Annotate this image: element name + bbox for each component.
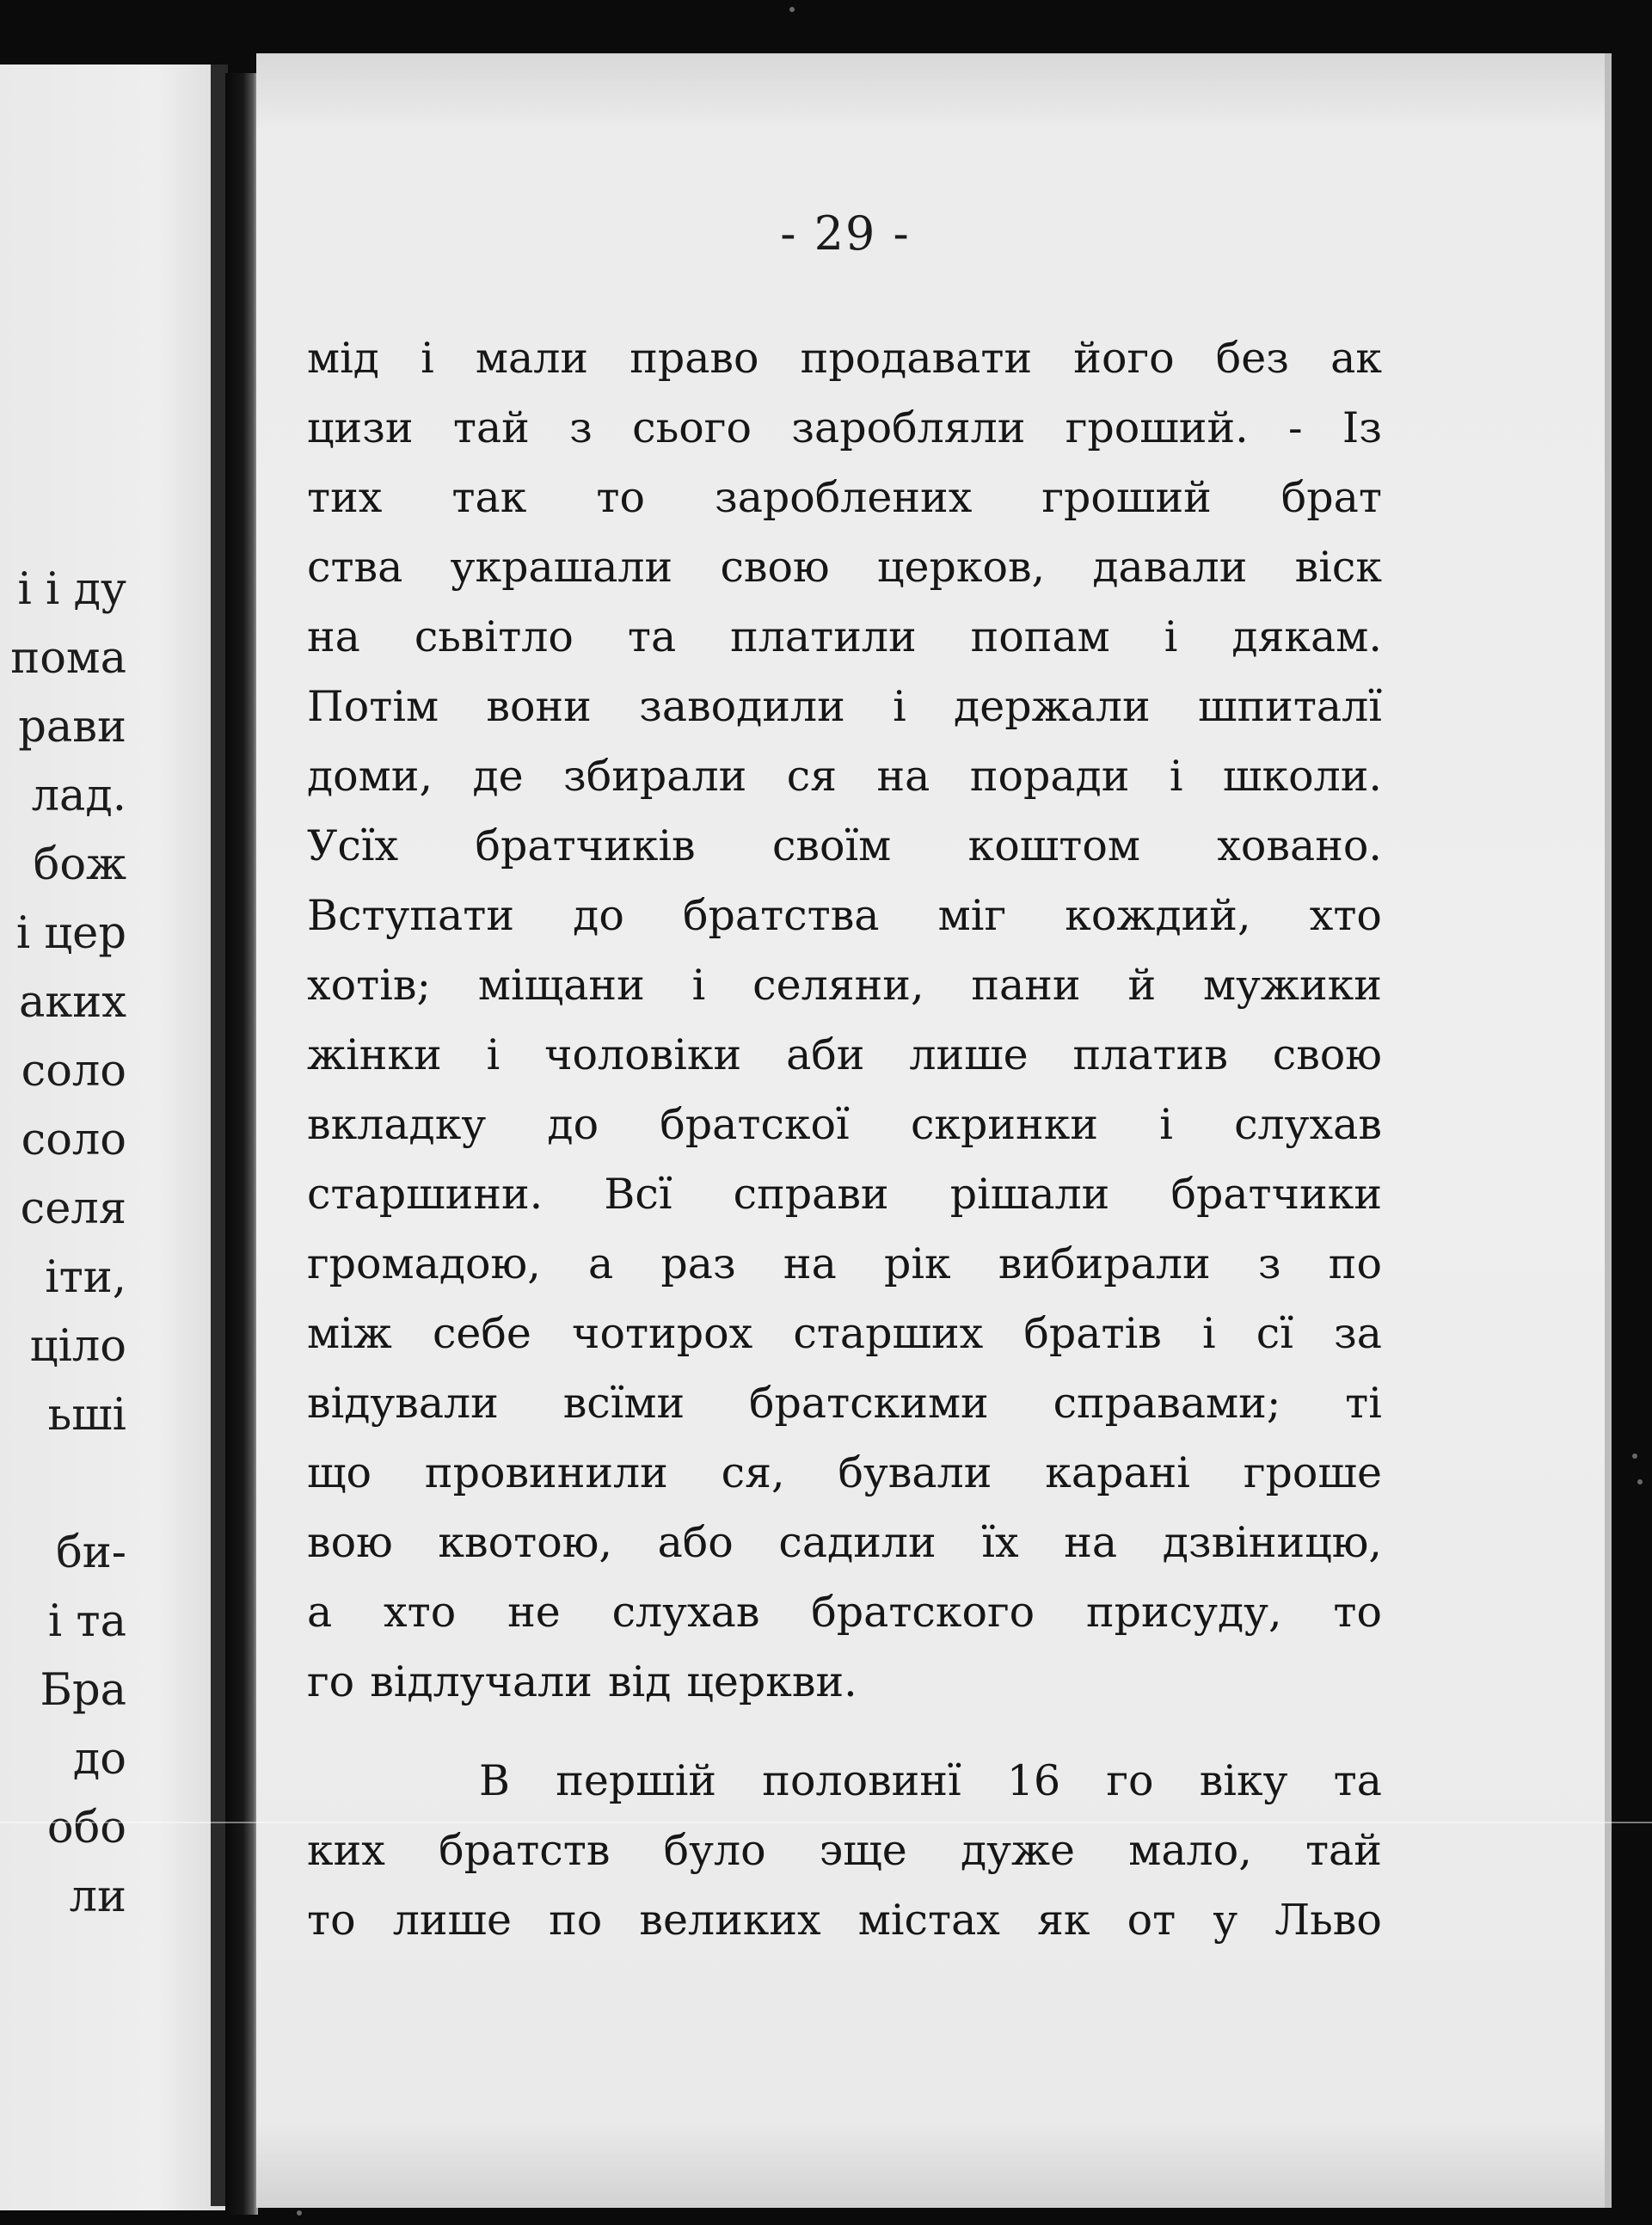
word: карані	[1045, 1448, 1190, 1497]
word: хто	[384, 1588, 457, 1637]
word: пани	[971, 961, 1081, 1010]
word: кождий,	[1065, 891, 1251, 940]
word: ак	[1330, 334, 1382, 383]
paragraph	[307, 1756, 1382, 1965]
word: старших	[793, 1309, 984, 1358]
word: тай	[1305, 1826, 1382, 1875]
word: поради	[969, 752, 1130, 801]
word: справами;	[1053, 1379, 1281, 1428]
word: братчики	[1170, 1170, 1382, 1219]
word: дуже	[960, 1826, 1076, 1875]
text-line	[307, 1030, 1382, 1100]
word: на	[307, 612, 360, 661]
word: жінки	[307, 1030, 442, 1079]
word: братства	[682, 891, 880, 940]
word: їх	[981, 1518, 1019, 1567]
word: давали	[1092, 543, 1248, 592]
word: 16	[1006, 1756, 1061, 1805]
word: скринки	[910, 1100, 1098, 1149]
left-page-fragment: рави	[18, 702, 126, 753]
word: і	[421, 334, 434, 383]
word: Усїх	[307, 821, 399, 870]
word: містах	[857, 1896, 1000, 1945]
word: го	[1106, 1756, 1154, 1805]
word: бували	[838, 1448, 992, 1497]
word: і	[486, 1030, 501, 1079]
left-page-fragment: лад.	[31, 771, 126, 821]
word: то	[1333, 1588, 1382, 1637]
word: -	[1288, 403, 1303, 452]
word: відлучали	[370, 1657, 593, 1706]
word: продавати	[800, 334, 1033, 383]
word: міг	[937, 891, 1007, 940]
word: вони	[486, 682, 592, 731]
left-page-fragment: і цер	[15, 908, 126, 959]
word: на	[876, 752, 930, 801]
text-line	[307, 891, 1382, 961]
word: вою	[307, 1518, 393, 1567]
word: го	[307, 1657, 355, 1706]
word: доми,	[307, 752, 433, 801]
left-page-fragment: соло	[21, 1046, 126, 1097]
word: Із	[1342, 403, 1382, 452]
text-line	[307, 543, 1382, 612]
word: без	[1215, 334, 1289, 383]
word: чоловіки	[544, 1030, 742, 1079]
text-line	[307, 682, 1382, 752]
text-line	[307, 1379, 1382, 1448]
word: а	[587, 1239, 614, 1288]
word: Вступати	[307, 891, 515, 940]
word: заробляли	[791, 403, 1026, 452]
word: братчиків	[475, 821, 696, 870]
word: лише	[909, 1030, 1029, 1079]
scan-speck	[1637, 1479, 1643, 1484]
word: братского	[811, 1588, 1035, 1637]
word: великих	[639, 1896, 821, 1945]
text-line	[307, 403, 1382, 473]
right-page-edge	[1605, 53, 1612, 2208]
word: тих	[307, 473, 383, 522]
word: слухав	[611, 1588, 760, 1637]
word: за	[1334, 1309, 1382, 1358]
word: громадою,	[307, 1239, 541, 1288]
word: эще	[819, 1826, 907, 1875]
left-page-fragment: і та	[47, 1596, 126, 1647]
text-line	[307, 1826, 1382, 1896]
word: платив	[1072, 1030, 1228, 1079]
word: з	[1257, 1239, 1281, 1288]
word: та	[627, 612, 677, 661]
word: ких	[307, 1826, 385, 1875]
text-line	[307, 1170, 1382, 1239]
text-line	[307, 1657, 1382, 1727]
word: коштом	[967, 821, 1140, 870]
word: свою	[720, 543, 830, 592]
left-page-fragment: соло	[21, 1115, 126, 1165]
left-page-fragment: обо	[46, 1803, 126, 1853]
word: вкладку	[307, 1100, 487, 1149]
word: у	[1213, 1896, 1238, 1945]
word: з	[569, 403, 593, 452]
word: старшини.	[307, 1170, 544, 1219]
word: і	[1201, 1309, 1216, 1358]
word: от	[1127, 1896, 1176, 1945]
left-page-fragment: селя	[20, 1183, 126, 1234]
scan-speck	[1632, 1454, 1637, 1459]
text-line	[307, 1896, 1382, 1965]
text-line	[307, 961, 1382, 1030]
word: украшали	[450, 543, 673, 592]
word: і	[691, 961, 706, 1010]
word: зароблених	[714, 473, 973, 522]
word: по	[549, 1896, 603, 1945]
word: свою	[1272, 1030, 1382, 1079]
scan-speck	[789, 7, 795, 12]
word: братств	[439, 1826, 611, 1875]
left-page-fragment: би-	[56, 1527, 126, 1578]
word: та	[1333, 1756, 1382, 1805]
text-line	[307, 1100, 1382, 1170]
word: що	[307, 1448, 372, 1497]
word: так	[451, 473, 527, 522]
text-line	[307, 1309, 1382, 1379]
word: цизи	[307, 403, 414, 452]
page-number: - 29 -	[780, 206, 911, 261]
word: по	[1328, 1239, 1382, 1288]
word: сї	[1256, 1309, 1293, 1358]
word: братів	[1023, 1309, 1162, 1358]
word: або	[657, 1518, 734, 1567]
word: дякам.	[1231, 612, 1382, 661]
word: Потім	[307, 682, 439, 731]
word: Всї	[604, 1170, 672, 1219]
word: лише	[392, 1896, 513, 1945]
word: квотою,	[438, 1518, 612, 1567]
book-binding-shadow	[225, 73, 258, 2215]
word: братскої	[660, 1100, 850, 1149]
word: і	[1169, 752, 1183, 801]
word: як	[1037, 1896, 1090, 1945]
word: брат	[1280, 473, 1382, 522]
word: хотів;	[307, 961, 432, 1010]
text-line	[307, 1518, 1382, 1588]
text-line	[307, 1448, 1382, 1518]
word: між	[307, 1309, 392, 1358]
word: заводили	[639, 682, 845, 731]
word: міщани	[477, 961, 645, 1010]
word: всїми	[562, 1379, 685, 1428]
word: від	[607, 1657, 672, 1706]
word: його	[1073, 334, 1175, 383]
text-line	[307, 752, 1382, 821]
word: садили	[778, 1518, 937, 1567]
word: то	[596, 473, 645, 522]
word: і	[1159, 1100, 1173, 1149]
word: гроший.	[1065, 403, 1249, 452]
word: своїм	[771, 821, 892, 870]
word: справи	[733, 1170, 889, 1219]
word: мужики	[1202, 961, 1382, 1010]
word: себе	[432, 1309, 531, 1358]
word: ті	[1345, 1379, 1382, 1428]
word: на	[1064, 1518, 1118, 1567]
word: відували	[307, 1379, 499, 1428]
word: В	[479, 1756, 511, 1805]
word: дзвіницю,	[1162, 1518, 1382, 1567]
word: до	[547, 1100, 599, 1149]
word: і	[893, 682, 906, 731]
page-body-text	[307, 334, 1382, 1965]
word: й	[1127, 961, 1157, 1010]
left-page-fragment: ціло	[29, 1321, 126, 1372]
word: мід	[307, 334, 379, 383]
left-page-fragment: аких	[18, 977, 126, 1028]
word: ся,	[721, 1448, 785, 1497]
word: церков,	[876, 543, 1046, 592]
left-page-fragment: і і ду	[17, 564, 126, 615]
word: тай	[452, 403, 530, 452]
left-page-fragment: пома	[10, 633, 126, 684]
word: сьвітло	[414, 612, 574, 661]
word: селяни,	[752, 961, 924, 1010]
word: хто	[1309, 891, 1382, 940]
word: мало,	[1128, 1826, 1252, 1875]
word: до	[573, 891, 624, 940]
word: сього	[632, 403, 752, 452]
word: право	[629, 334, 759, 383]
word: а	[307, 1588, 333, 1637]
text-line	[307, 334, 1382, 403]
word: де	[472, 752, 524, 801]
word: вибирали	[998, 1239, 1211, 1288]
word: ховано.	[1217, 821, 1382, 870]
word: віку	[1199, 1756, 1288, 1805]
left-page-fragment: ьші	[47, 1390, 126, 1441]
word: то	[307, 1896, 356, 1945]
word: школи.	[1222, 752, 1382, 801]
word: половинї	[762, 1756, 961, 1805]
text-line	[307, 1588, 1382, 1657]
word: збирали	[563, 752, 747, 801]
word: платили	[730, 612, 917, 661]
word: було	[663, 1826, 766, 1875]
word: ства	[307, 543, 403, 592]
word: провинили	[424, 1448, 668, 1497]
paragraph	[307, 334, 1382, 1727]
word: братскими	[749, 1379, 989, 1428]
scan-crease-line	[0, 1822, 1652, 1823]
text-line	[307, 473, 1382, 543]
text-line	[307, 821, 1382, 891]
left-page-fragment: ли	[69, 1872, 126, 1922]
word: аби	[786, 1030, 865, 1079]
word: не	[507, 1588, 561, 1637]
text-line	[307, 1756, 1382, 1826]
word: слухав	[1234, 1100, 1382, 1149]
word: гроший	[1041, 473, 1212, 522]
word: держали	[954, 682, 1151, 731]
word: рішали	[949, 1170, 1110, 1219]
word: раз	[660, 1239, 736, 1288]
word: на	[783, 1239, 837, 1288]
left-page-fragment: Бра	[40, 1665, 126, 1716]
text-line	[307, 612, 1382, 682]
word: присуду,	[1085, 1588, 1282, 1637]
text-line	[307, 1239, 1382, 1309]
word: церкви.	[686, 1657, 857, 1706]
word: грошe	[1243, 1448, 1382, 1497]
word: чотирох	[572, 1309, 753, 1358]
word: ся	[786, 752, 838, 801]
left-page	[0, 65, 225, 2210]
word: першій	[556, 1756, 717, 1805]
left-page-fragment: до	[72, 1734, 126, 1785]
word: і	[1164, 612, 1178, 661]
word: попам	[970, 612, 1110, 661]
scan-speck	[297, 2210, 302, 2216]
word: Льво	[1274, 1896, 1382, 1945]
left-page-fragment: іти,	[45, 1252, 126, 1303]
word: віск	[1294, 543, 1382, 592]
word: шпиталї	[1197, 682, 1382, 731]
word: рік	[884, 1239, 951, 1288]
word: мали	[475, 334, 589, 383]
left-page-fragment: бож	[33, 839, 126, 890]
